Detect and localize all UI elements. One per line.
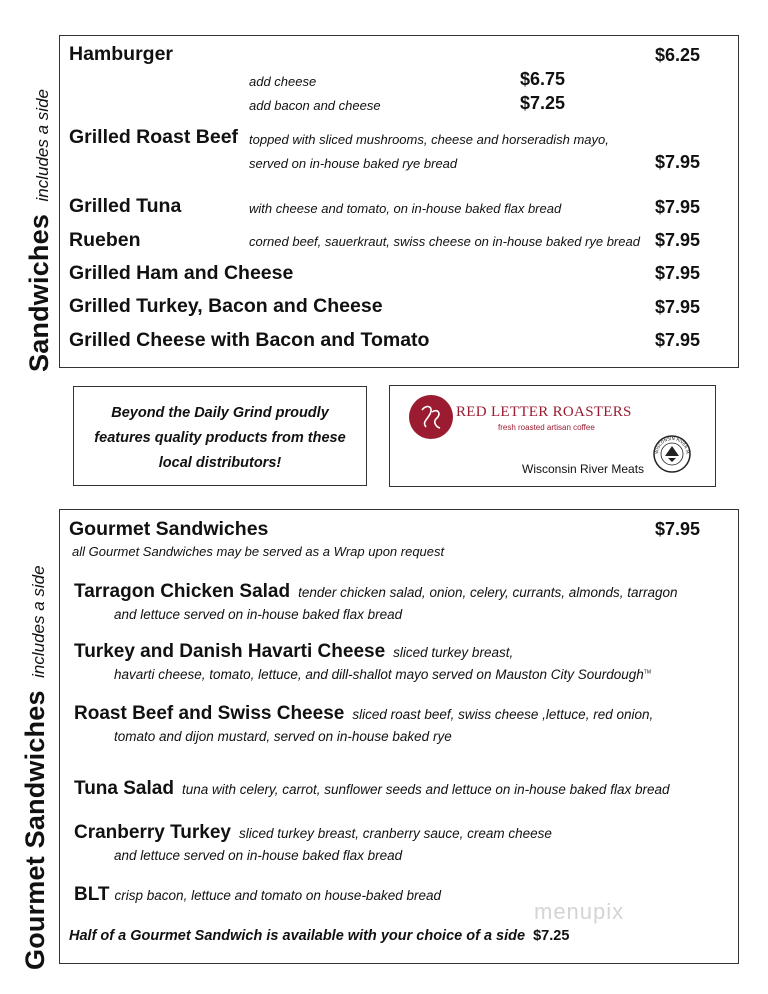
red-letter-tagline: fresh roasted artisan coffee: [498, 423, 595, 432]
menu-item-desc: served on in-house baked rye bread: [249, 156, 458, 171]
red-letter-seal-icon: [408, 394, 454, 440]
menu-item-name: Rueben: [69, 229, 141, 251]
gourmet-item-desc-cont: and lettuce served on in-house baked flax bread: [114, 607, 403, 622]
trademark-mark: TM: [643, 669, 652, 676]
distributors-note: [74, 401, 366, 476]
gourmet-item-desc: crisp bacon, lettuce and tomato on house-baked bread: [114, 888, 441, 903]
gourmet-item-desc: sliced roast beef, swiss cheese ,lettuce, red onion,: [352, 707, 654, 722]
menu-item-price: $6.75: [520, 69, 566, 89]
menu-item-name: Grilled Cheese with Bacon and Tomato: [69, 329, 430, 351]
wisconsin-river-seal-icon: [652, 434, 692, 474]
half-sandwich-note: [69, 928, 569, 944]
sandwiches-side-title: Sandwiches: [24, 213, 54, 372]
gourmet-item: [74, 641, 513, 663]
gourmet-item-desc-cont: and lettuce served on in-house baked flax bread: [114, 848, 403, 863]
gourmet-item-desc: tuna with celery, carrot, sunflower seeds and lettuce on in-house baked flax bread: [181, 782, 670, 797]
gourmet-menu-box: [59, 509, 739, 964]
gourmet-item-name: BLT: [74, 884, 110, 905]
gourmet-item-name: Tuna Salad: [74, 778, 174, 799]
gourmet-item: [74, 778, 669, 800]
menu-item-name: Hamburger: [69, 43, 174, 65]
half-note-text: Half of a Gourmet Sandwich is available with your choice of a side: [69, 928, 526, 944]
gourmet-item-desc-cont: tomato and dijon mustard, served on in-house baked rye: [114, 729, 452, 744]
gourmet-header-price: $7.95: [655, 519, 701, 539]
gourmet-side-title: Gourmet Sandwiches: [20, 690, 50, 970]
gourmet-item-desc: tender chicken salad, onion, celery, currants, almonds, tarragon: [298, 585, 678, 600]
gourmet-item: [74, 822, 552, 844]
gourmet-item: [74, 581, 678, 603]
gourmet-item-desc-text: havarti cheese, tomato, lettuce, and dill-shallot mayo served on Mauston City Sourdough: [114, 667, 644, 682]
note-line: Beyond the Daily Grind proudly: [111, 405, 329, 421]
gourmet-item-desc: sliced turkey breast, cranberry sauce, cream cheese: [239, 826, 552, 841]
gourmet-side-subtitle: includes a side: [29, 565, 48, 678]
gourmet-item-name: Tarragon Chicken Salad: [74, 581, 291, 602]
menu-item-price: $7.95: [655, 330, 701, 350]
red-letter-name: RED LETTER ROASTERS: [456, 404, 632, 420]
gourmet-header: Gourmet Sandwiches: [69, 518, 269, 540]
menu-item-name: Grilled Turkey, Bacon and Cheese: [69, 295, 383, 317]
gourmet-item-desc-cont: [114, 667, 651, 682]
gourmet-item: [74, 703, 653, 725]
gourmet-item-desc: sliced turkey breast,: [393, 645, 514, 660]
note-line: local distributors!: [158, 455, 282, 471]
menu-item-addon: add cheese: [249, 74, 317, 89]
distributor-logos-box: [389, 385, 716, 487]
note-line: features quality products from these: [94, 430, 346, 446]
sandwiches-menu-box: [59, 35, 739, 368]
watermark: menupix: [534, 899, 625, 924]
menu-item-price: $7.95: [655, 230, 701, 250]
menu-item-price: $7.95: [655, 197, 701, 217]
sandwiches-side-label: [24, 89, 55, 372]
gourmet-item-name: Cranberry Turkey: [74, 822, 231, 843]
wisconsin-river-label: Wisconsin River Meats: [522, 462, 645, 476]
menu-item-desc: with cheese and tomato, on in-house baked flax bread: [249, 201, 562, 216]
menu-item-name: Grilled Roast Beef: [69, 126, 239, 148]
wisconsin-seal-text: WISCONSIN RIVER M: [653, 435, 691, 455]
gourmet-item-name: Roast Beef and Swiss Cheese: [74, 703, 345, 724]
gourmet-item: [74, 884, 441, 906]
menu-item-desc: topped with sliced mushrooms, cheese and horseradish mayo,: [249, 132, 609, 147]
distributors-note-box: [73, 386, 367, 486]
menu-item-price: $7.25: [520, 93, 566, 113]
half-note-price: $7.25: [533, 928, 570, 944]
menu-item-addon: add bacon and cheese: [249, 98, 381, 113]
menu-item-price: $7.95: [655, 297, 701, 317]
wrap-note: all Gourmet Sandwiches may be served as a Wrap upon request: [72, 544, 445, 559]
menu-item-name: Grilled Tuna: [69, 195, 182, 217]
menu-item-price: $7.95: [655, 263, 701, 283]
menu-item-price: $7.95: [655, 152, 701, 172]
gourmet-item-name: Turkey and Danish Havarti Cheese: [74, 641, 386, 662]
menu-item-desc: corned beef, sauerkraut, swiss cheese on in-house baked rye bread: [249, 234, 640, 249]
sandwiches-side-subtitle: includes a side: [33, 89, 52, 202]
gourmet-side-label: [20, 565, 51, 970]
menu-item-price: $6.25: [655, 45, 701, 65]
menu-item-name: Grilled Ham and Cheese: [69, 262, 294, 284]
